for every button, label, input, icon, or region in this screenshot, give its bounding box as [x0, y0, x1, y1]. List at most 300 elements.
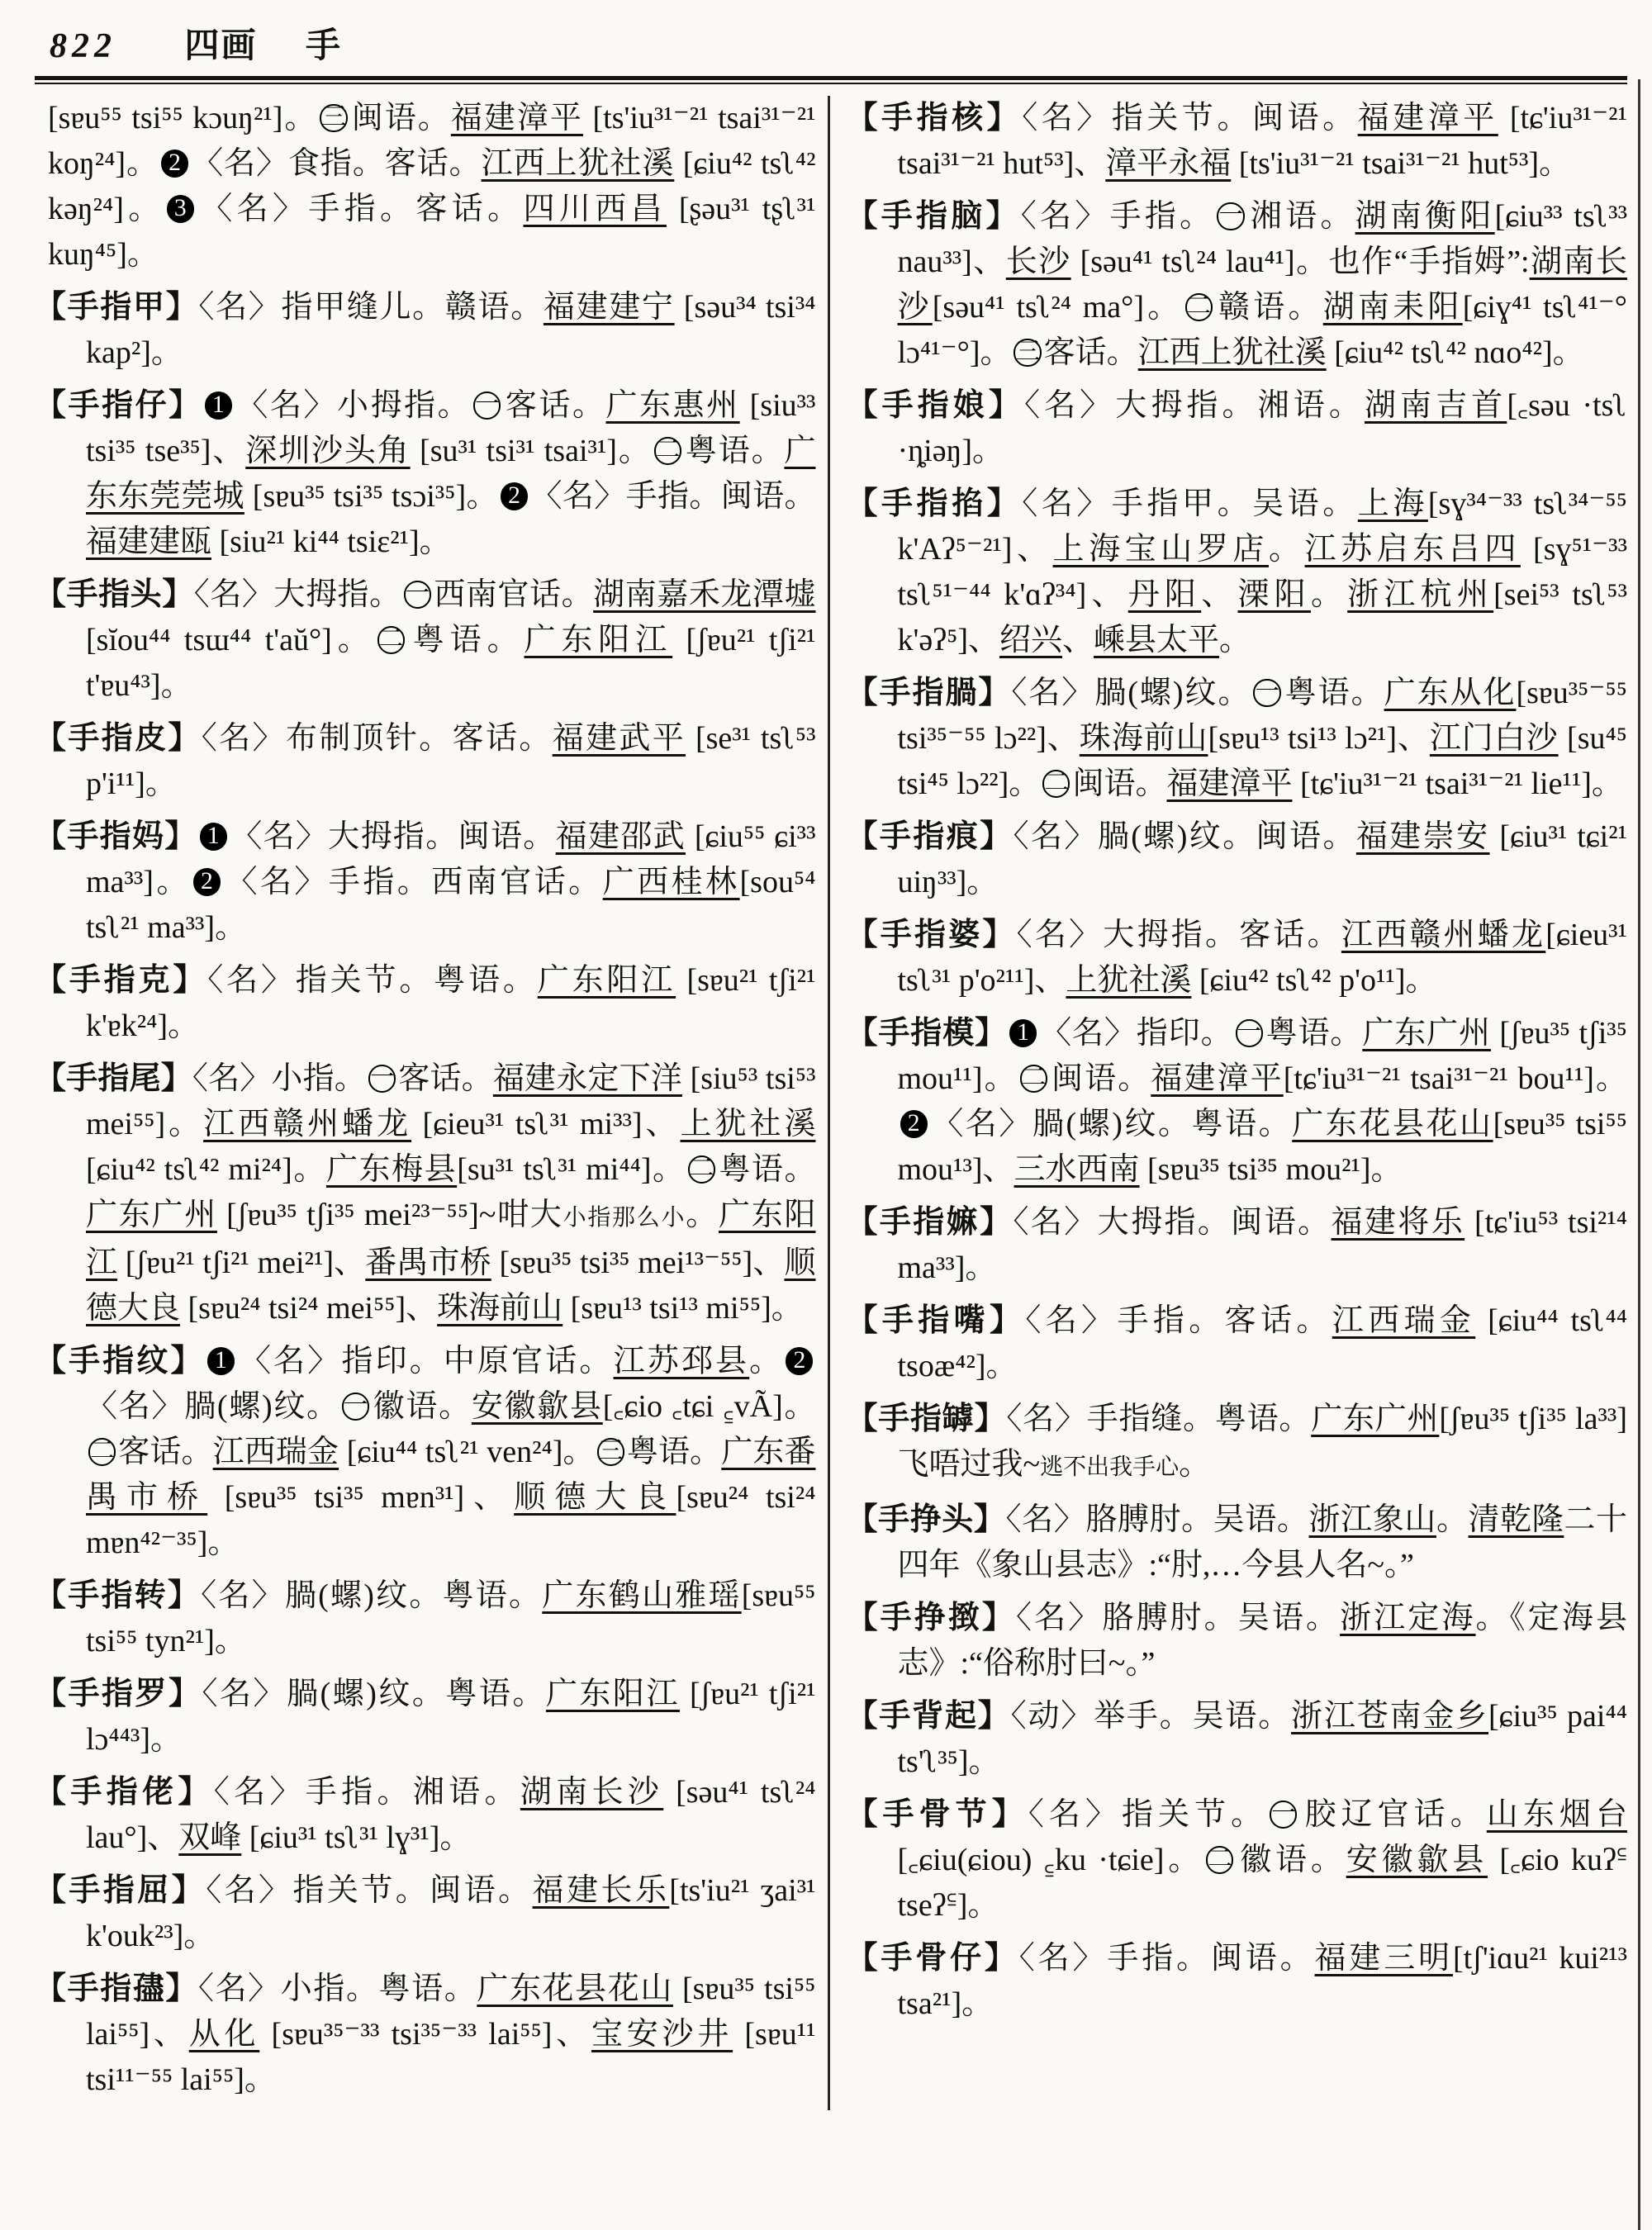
gloss-text: 逃不出我手心 [1040, 1454, 1180, 1480]
entry-text: [sɐu³⁵⁻³³ tsi³⁵⁻³³ lai⁵⁵]、 [259, 2017, 591, 2052]
entry-text: [꜀ɕiu(ɕiou) ꜁ku ·tɕie]。 [897, 1843, 1204, 1877]
entry-text: 〈名〉手指。西南官话。 [223, 865, 603, 899]
dictionary-entry [35, 1056, 816, 1331]
dictionary-entry [847, 1011, 1628, 1193]
entry-text: [ɕiɣ⁴¹ tsʅ⁴¹⁻° lɔ⁴¹⁻°]。 [897, 290, 1627, 370]
place-name: 湖南嘉禾龙潭墟 [593, 577, 816, 612]
place-name: 广东东莞莞城 [86, 434, 816, 514]
entry-text: [sɐu³⁵ tsi³⁵ mɐn³¹]、 [207, 1480, 515, 1515]
entry-text: 胶辽官话。 [1299, 1797, 1487, 1832]
entry-text: 〈名〉大拇指。闽语。 [229, 819, 556, 854]
entry-text: 闽语。 [1072, 766, 1167, 801]
entry-text: 〈名〉手指。 [1020, 199, 1215, 234]
place-name: 湖南吉首 [1364, 388, 1507, 423]
dictionary-entry [35, 1967, 816, 2103]
entry-text: [ʃɐu²¹ tʃi²¹ lɔ⁴⁴³]。 [86, 1677, 816, 1757]
entry-text: 客话。 [503, 388, 606, 423]
dictionary-entry [847, 482, 1628, 663]
place-name: 四川西昌 [523, 192, 667, 226]
entry-text: [sou⁵⁴ tsʅ²¹ ma³³]。 [86, 865, 816, 945]
dictionary-entry [847, 1792, 1628, 1929]
place-name: 福建武平 [552, 721, 686, 756]
left-column [35, 96, 828, 2110]
entry-text: [sɐu²¹ tʃi²¹ k'ɐk²⁴]。 [86, 963, 816, 1043]
header-rule [35, 76, 1627, 84]
entry-text: [sei⁵³ tsʅ⁵³ k'əʔ⁵]、 [897, 577, 1627, 657]
place-name: 江西赣州蟠龙 [203, 1107, 412, 1141]
entry-text: 粤语。 [1265, 1016, 1363, 1051]
place-name: 湖南长沙 [520, 1775, 664, 1810]
entry-text: 、 [1201, 577, 1238, 612]
headword: 【手指纹】 [35, 1344, 205, 1378]
place-name: 三水西南 [1014, 1152, 1140, 1187]
dictionary-entry [847, 96, 1628, 187]
place-name: 江西赣州蟠龙 [1341, 918, 1546, 952]
subsense-number-icon: 二 [1186, 293, 1212, 320]
entry-text: 西南官话。 [433, 577, 594, 612]
entry-text: 〈名〉手指甲。吴语。 [1022, 486, 1358, 521]
sense-number-icon: 1 [207, 1347, 235, 1374]
entry-text: 粤语。 [1283, 676, 1384, 710]
place-name: 安徽歙县 [471, 1389, 603, 1424]
page-header [35, 15, 1627, 76]
place-name: 山东烟台 [1486, 1797, 1627, 1832]
entry-text: [sɐu³⁵ tsi³⁵ mou²¹]。 [1139, 1152, 1403, 1187]
entry-text: 〈名〉指关节。闽语。 [206, 1873, 533, 1908]
entry-text: 〈名〉手指缝。粤语。 [1006, 1402, 1312, 1436]
entry-text: 赣语。 [1214, 290, 1323, 325]
entry-text: 〈名〉腡(螺)纹。闽语。 [1013, 819, 1356, 854]
entry-text: [tɕ'iu³¹⁻²¹ tsai³¹⁻²¹ bou¹¹]。 [1283, 1061, 1627, 1096]
entry-text: 〈名〉小指。 [192, 1061, 366, 1096]
entry-text: [səu³⁴ tsi³⁴ kap²]。 [86, 290, 816, 370]
place-name: 广东花县花山 [477, 1971, 673, 2006]
entry-text: 粤语。 [406, 623, 525, 657]
entry-text: [꜀ɕio kuʔ꜃ tseʔ꜃]。 [897, 1843, 1627, 1923]
entry-text: [ɕiu⁴⁴ tsʅ²¹ ven²⁴]。 [339, 1435, 595, 1469]
headword: 【手指孻】 [35, 1971, 198, 2006]
entry-text: 〈名〉指甲缝儿。赣语。 [198, 290, 544, 325]
place-name: 江苏启东吕四 [1304, 532, 1521, 567]
subsense-number-icon: 一 [1255, 679, 1280, 706]
sense-number-icon: 2 [786, 1347, 813, 1374]
place-name: 福建漳平 [450, 101, 583, 135]
entry-text: 。 [749, 1344, 784, 1378]
entry-text: 〈名〉小拇指。 [234, 388, 472, 423]
sense-number-icon: 2 [501, 482, 528, 510]
entry-text: [ɕiu³³ tsʅ³³ nau³³]、 [897, 199, 1627, 279]
headword: 【手指婆】 [846, 918, 1017, 952]
sense-number-icon: 2 [193, 868, 221, 895]
entry-text: [ɕiu⁴² tsʅ⁴² kəŋ²⁴]。 [48, 146, 816, 226]
entry-text: [ʃɐu²¹ tʃi²¹ mei²¹]、 [117, 1245, 366, 1280]
entry-text: 〈名〉腡(螺)纹。粤语。 [929, 1107, 1293, 1141]
entry-text: 〈动〉举手。吴语。 [1010, 1699, 1292, 1734]
entry-text: [sɐu⁵⁵ tsi⁵⁵ tyn²¹]。 [86, 1578, 816, 1658]
place-name: 福建建瓯 [86, 524, 212, 559]
dictionary-entry [847, 383, 1628, 474]
entry-text: [sɐu³⁵ tsi⁵⁵ lai⁵⁵]、 [86, 1971, 816, 2052]
dictionary-entry [847, 1936, 1628, 2027]
entry-text: [tɕ'iu⁵³ tsi²¹⁴ ma³³]。 [897, 1205, 1627, 1285]
entry-text: [sɣ⁵¹⁻³³ tsʅ⁵¹⁻⁴⁴ k'ɑʔ³⁴]、 [897, 532, 1627, 612]
subsense-number-icon: 二 [90, 1438, 115, 1465]
dictionary-entry [847, 671, 1628, 807]
entry-text: [ɕieu³¹ tsʅ³¹ p'o²¹¹]、 [897, 918, 1627, 998]
headword: 【手骨仔】 [846, 1941, 1019, 1976]
entry-text: [꜀səu ·tsʅ ·ȵiəŋ]。 [897, 388, 1627, 468]
entry-text: 〈名〉腡(螺)纹。粤语。 [202, 1677, 546, 1711]
subsense-number-icon: 一 [369, 1065, 395, 1092]
entry-text: [tɕ'iu³¹⁻²¹ tsai³¹⁻²¹ lie¹¹]。 [1292, 766, 1623, 801]
entry-text: 〈名〉胳膊肘。吴语。 [1005, 1502, 1309, 1537]
dictionary-entry [35, 958, 816, 1049]
place-name: 广东阳江 [524, 623, 673, 657]
headword: 【手指痕】 [846, 819, 1014, 854]
place-name: 溧阳 [1237, 577, 1311, 612]
entry-text: 〈名〉大拇指。 [193, 577, 401, 612]
headword: 【手指转】 [35, 1578, 202, 1613]
headword: 【手指尾】 [35, 1061, 192, 1096]
entry-text: [ɕiu⁵⁵ ɕi³³ ma³³]。 [86, 819, 816, 899]
entry-text: [tɕ'iu³¹⁻²¹ tsai³¹⁻²¹ hut⁵³]、 [897, 101, 1627, 181]
place-name: 深圳沙头角 [245, 434, 411, 468]
dictionary-entry [35, 814, 816, 951]
right-column [830, 96, 1628, 2110]
headword: 【手指皮】 [35, 721, 202, 756]
entry-text: 闽语。 [1049, 1061, 1151, 1096]
subsense-number-icon: 二 [1021, 1065, 1047, 1092]
subsense-number-icon: 二 [378, 626, 404, 653]
entry-text: 〈名〉胳膊肘。吴语。 [1016, 1601, 1341, 1635]
entry-text: 二十四年《象山县志》:“肘,…今县人名~。” [897, 1502, 1627, 1582]
entry-text: 。 [1436, 1502, 1469, 1537]
dictionary-entry [847, 913, 1628, 1004]
entry-text: [ɕiu⁴² tsʅ⁴² p'o¹¹]。 [1191, 963, 1437, 998]
place-name: 番禺市桥 [365, 1245, 491, 1280]
place-name: 江苏邳县 [613, 1344, 750, 1378]
place-name: 广东阳江 [537, 963, 676, 998]
entry-text: [sĭou⁴⁴ tsɯ⁴⁴ t'aŭ°]。 [86, 623, 375, 657]
dictionary-entry [847, 1397, 1628, 1490]
place-name: 江西上犹社溪 [1137, 335, 1327, 370]
dictionary-entry [35, 285, 816, 376]
entry-text: 〈名〉大拇指。客话。 [1016, 918, 1341, 952]
entry-text: 闽语。 [349, 101, 451, 135]
headword: 【手挣头】 [846, 1502, 1006, 1537]
entry-text: [ɕiu⁴⁴ tsʅ⁴⁴ tsoæ⁴²]。 [897, 1303, 1627, 1383]
entry-text: 客话。 [1043, 335, 1138, 370]
place-name: 福建漳平 [1357, 101, 1498, 135]
entry-text: [sɐu²⁴ tsi²⁴ mei⁵⁵]、 [180, 1291, 438, 1326]
entry-text: [səu⁴¹ tsʅ²⁴ lau⁴¹]。也作“手指姆”: [1070, 244, 1530, 279]
gloss-text: 小指那么小 [563, 1205, 686, 1231]
place-name: 湖南长沙 [897, 244, 1627, 325]
entry-text: 湘语。 [1246, 199, 1355, 234]
subsense-number-icon: 二 [1044, 770, 1069, 797]
entry-text: 、 [1062, 623, 1094, 657]
entry-text: [ɕiu⁴² tsʅ⁴² mi²⁴]。 [86, 1152, 326, 1187]
place-name: 福建三明 [1314, 1941, 1453, 1976]
entry-text: [ɕiu³¹ tsʅ³¹ lɣ³¹]。 [241, 1820, 472, 1855]
entry-text: [siu³³ tsi³⁵ tse³⁵]、 [86, 388, 816, 468]
place-name: 上海 [1357, 486, 1428, 521]
subsense-number-icon: 二 [1208, 1846, 1232, 1873]
entry-text: [ʃɐu³⁵ tʃi³⁵ mou¹¹]。 [897, 1016, 1627, 1096]
entry-text: 〈名〉指印。 [1039, 1016, 1233, 1051]
place-name: 宝安沙井 [591, 2017, 733, 2052]
entry-text: [səu⁴¹ tsʅ²⁴ lau°]、 [86, 1775, 816, 1855]
headword: 【手背起】 [846, 1699, 1011, 1734]
entry-text: [꜀ɕio ꜀tɕi ꜁vÃ]。 [602, 1389, 816, 1424]
entry-text: 。《定海县志》:“俗称肘曰~。” [897, 1601, 1627, 1681]
entry-text: 。 [686, 1198, 719, 1232]
dictionary-entry [847, 1298, 1628, 1389]
entry-text: [sɣ³⁴⁻³³ tsʅ³⁴⁻⁵⁵ k'Aʔ⁵⁻²¹]、 [897, 486, 1627, 567]
place-name: 广东广州 [1311, 1402, 1440, 1436]
headword: 【手骨节】 [846, 1797, 1028, 1832]
place-name: 上犹社溪 [680, 1107, 816, 1141]
headword: 【手指模】 [846, 1016, 1008, 1051]
headword: 【手指佬】 [35, 1775, 214, 1810]
entry-text: [sɐu³⁵ tsi⁵⁵ mou¹³]、 [897, 1107, 1627, 1187]
place-name: 江西上犹社溪 [481, 146, 675, 181]
entry-text: [ɕiu³⁵ pai⁴⁴ ts'ʅ³⁵]。 [897, 1699, 1627, 1779]
entry-text: [səu⁴¹ tsʅ²⁴ ma°]。 [932, 290, 1183, 325]
place-name: 广东鹤山雅瑶 [542, 1578, 742, 1613]
continued-entry [35, 96, 816, 278]
place-name: 广东广州 [86, 1198, 217, 1232]
entry-text: 〈名〉指关节。闽语。 [1022, 101, 1358, 135]
place-name: 广东花县花山 [1292, 1107, 1493, 1141]
entry-text: 〈名〉手指。客话。 [196, 192, 524, 226]
entry-text: 徽语。 [1236, 1843, 1346, 1877]
entry-text: [sɐu¹¹ tsi¹¹⁻⁵⁵ lai⁵⁵]。 [86, 2017, 816, 2097]
place-name: 顺德大良 [514, 1480, 676, 1515]
entry-text: 徽语。 [371, 1389, 472, 1424]
dictionary-entry [35, 716, 816, 807]
headword: 【手指甲】 [35, 290, 199, 325]
sense-number-icon: 2 [900, 1110, 928, 1137]
headword: 【手挣㨖】 [846, 1601, 1017, 1635]
entry-text: 客话。 [118, 1435, 213, 1469]
dictionary-entry [35, 1672, 816, 1763]
subsense-number-icon: 一 [405, 581, 430, 608]
entry-text: 粤语。 [683, 434, 785, 468]
place-name: 福建崇安 [1355, 819, 1490, 854]
entry-text: 〈名〉手指。客话。 [1025, 1303, 1332, 1338]
place-name: 福建漳平 [1166, 766, 1293, 801]
headword: 【手指罅】 [846, 1402, 1007, 1436]
entry-text: 〈名〉手指。湘语。 [213, 1775, 520, 1810]
entry-text: [ʃɐu²¹ tʃi²¹ t'ɐu⁴³]。 [86, 623, 816, 703]
place-name: 广东梅县 [325, 1152, 458, 1187]
entry-text: 〈名〉腡(螺)纹。 [86, 1389, 339, 1424]
subsense-number-icon: 三 [321, 104, 347, 131]
place-name: 福建漳平 [1151, 1061, 1284, 1096]
subsense-number-icon: 一 [1271, 1801, 1296, 1828]
page-number: 822 [50, 27, 116, 65]
entry-text: 〈名〉大拇指。湘语。 [1023, 388, 1365, 423]
dictionary-entry [847, 1694, 1628, 1785]
entry-text: 〈名〉小指。粤语。 [197, 1971, 477, 2006]
place-name: 浙江苍南金乡 [1291, 1699, 1488, 1734]
entry-text: [siu⁵³ tsi⁵³ mei⁵⁵]。 [86, 1061, 816, 1141]
entry-text: 〈名〉腡(螺)纹。粤语。 [201, 1578, 543, 1613]
dictionary-entry [35, 572, 816, 709]
place-name: 福建邵武 [555, 819, 686, 854]
entry-text: [ts'iu³¹⁻²¹ tsai³¹⁻²¹ hut⁵³]。 [1231, 146, 1571, 181]
entry-text: 〈名〉指印。中原官话。 [236, 1344, 614, 1378]
place-name: 浙江象山 [1308, 1502, 1436, 1537]
place-name: 绍兴 [999, 623, 1062, 657]
sense-number-icon: 1 [1009, 1019, 1037, 1046]
headword: 【手指嫲】 [846, 1205, 1014, 1240]
headword: 【手指仔】 [35, 388, 202, 423]
headword: 【手指核】 [846, 101, 1023, 135]
place-name: 丹阳 [1127, 577, 1202, 612]
place-name: 广东阳江 [545, 1677, 680, 1711]
place-name: 从化 [188, 2017, 260, 2052]
entry-text: [se³¹ tsʅ⁵³ p'i¹¹]。 [86, 721, 816, 801]
place-name: 广东惠州 [605, 388, 740, 423]
entry-text: [ɕieu³¹ tsʅ³¹ mi³³]、 [411, 1107, 681, 1141]
radical-label: 手 [306, 27, 343, 65]
subsense-number-icon: 二 [689, 1155, 714, 1183]
sense-number-icon: 3 [167, 195, 194, 222]
sense-number-icon: 2 [161, 149, 188, 177]
entry-text: 〈名〉腡(螺)纹。 [1011, 676, 1251, 710]
sense-number-icon: 1 [200, 823, 227, 850]
place-name: 顺德大良 [86, 1245, 816, 1326]
subsense-number-icon: 一 [1237, 1019, 1262, 1046]
entry-text: [sɐu³⁵ tsi³⁵ mei¹³⁻⁵⁵]、 [491, 1245, 785, 1280]
place-name: 珠海前山 [437, 1291, 563, 1326]
entry-text: 。 [1179, 1447, 1211, 1482]
dictionary-entry [35, 1573, 816, 1664]
place-name: 清乾隆 [1468, 1502, 1564, 1537]
entry-text: 〈名〉指关节。粤语。 [207, 963, 538, 998]
dictionary-entry [35, 1868, 816, 1959]
entry-text: 。 [1219, 623, 1251, 657]
headword: 【手指脑】 [846, 199, 1021, 234]
entry-text: 粤语。 [717, 1152, 816, 1187]
place-name: 湖南耒阳 [1322, 290, 1463, 325]
place-name: 福建永定下洋 [492, 1061, 682, 1096]
entry-text: [ʂəu³¹ tʂʅ³¹ kuŋ⁴⁵]。 [48, 192, 816, 272]
sense-number-icon: 1 [205, 391, 232, 419]
headword: 【手指克】 [35, 963, 208, 998]
entry-text: [ʃɐu³⁵ tʃi³⁵ la³³] 飞唔过我~ [897, 1402, 1627, 1482]
entry-text: 〈名〉指关节。 [1028, 1797, 1268, 1832]
entry-text: [su³¹ tsi³¹ tsai³¹]。 [410, 434, 652, 468]
headword: 【手指娘】 [846, 388, 1024, 423]
place-name: 广东广州 [1362, 1016, 1491, 1051]
page-body [35, 96, 1627, 2110]
place-name: 上海宝山罗店 [1052, 532, 1269, 567]
entry-text: 。 [1310, 577, 1348, 612]
headword: 【手指掐】 [846, 486, 1023, 521]
subsense-number-icon: 三 [598, 1438, 624, 1465]
headword: 【手指嘴】 [846, 1303, 1026, 1338]
entry-text: [tʃ'iɑu²¹ kui²¹³ tsa²¹]。 [897, 1941, 1627, 2021]
place-name: 福建长乐 [532, 1873, 670, 1908]
place-name: 珠海前山 [1079, 721, 1208, 756]
headword: 【手指妈】 [35, 819, 197, 854]
entry-text: [sɐu²⁴ tsi²⁴ mɐn⁴²⁻³⁵]。 [86, 1480, 816, 1560]
entry-text: [sɐu³⁵⁻⁵⁵ tsi³⁵⁻⁵⁵ lɔ²²]、 [897, 676, 1627, 756]
entry-text: [sɐu³⁵ tsi³⁵ tsɔi³⁵]。 [244, 479, 498, 514]
place-name: 湖南衡阳 [1355, 199, 1495, 234]
subsense-number-icon: 三 [1015, 339, 1041, 366]
entry-text: 粤语。 [626, 1435, 722, 1469]
entry-text: 〈名〉手指。闽语。 [1018, 1941, 1315, 1976]
place-name: 漳平永福 [1105, 146, 1232, 181]
headword: 【手指罗】 [35, 1677, 202, 1711]
subsense-number-icon: 一 [1218, 202, 1243, 230]
headword: 【手指屈】 [35, 1873, 206, 1908]
place-name: 浙江定海 [1340, 1601, 1476, 1635]
subsense-number-icon: 二 [655, 437, 681, 464]
dictionary-entry [35, 383, 816, 565]
headword: 【手指头】 [35, 577, 194, 612]
entry-text: 。 [1268, 532, 1305, 567]
dictionary-entry [847, 814, 1628, 905]
stroke-section-label: 四画 [184, 27, 258, 65]
entry-text: [sɐu¹³ tsi¹³ mi⁵⁵]。 [563, 1291, 803, 1326]
place-name: 福建建宁 [543, 290, 675, 325]
place-name: 广东阳江 [86, 1198, 816, 1280]
subsense-number-icon: 一 [475, 391, 500, 419]
entry-text: [sɐu¹³ tsi¹³ lɔ²¹]、 [1208, 721, 1430, 756]
place-name: 嵊县太平 [1094, 623, 1220, 657]
place-name: 江门白沙 [1429, 721, 1559, 756]
page-edge-line [1638, 79, 1640, 2230]
entry-text: [ʃɐu³⁵ tʃi³⁵ mei²³⁻⁵⁵]~咁大 [216, 1198, 563, 1232]
entry-text: [siu²¹ ki⁴⁴ tsiɛ²¹]。 [211, 524, 451, 559]
entry-text: [ts'iu²¹ ʒai³¹ k'ouk²³]。 [86, 1873, 816, 1953]
headword: 【手指腡】 [846, 676, 1012, 710]
entry-text: 〈名〉大拇指。闽语。 [1013, 1205, 1332, 1240]
place-name: 江西瑞金 [212, 1435, 339, 1469]
dictionary-entry [847, 194, 1628, 376]
place-name: 安徽歙县 [1346, 1843, 1488, 1877]
place-name: 上犹社溪 [1066, 963, 1192, 998]
entry-text: 〈名〉食指。客话。 [191, 146, 482, 181]
entry-text: [ɕiu³¹ tɕi²¹ uiŋ³³]。 [897, 819, 1627, 899]
entry-text: 〈名〉手指。闽语。 [530, 479, 816, 514]
place-name: 长沙 [1005, 244, 1071, 279]
dictionary-entry [35, 1770, 816, 1861]
entry-text: [su⁴⁵ tsi⁴⁵ lɔ²²]。 [897, 721, 1627, 801]
entry-text: 〈名〉布制顶针。客话。 [201, 721, 553, 756]
place-name: 广西桂林 [602, 865, 740, 899]
place-name: 广东番禺市桥 [86, 1435, 816, 1515]
entry-text: 客话。 [398, 1061, 493, 1096]
place-name: 福建将乐 [1331, 1205, 1465, 1240]
place-name: 广东从化 [1384, 676, 1517, 710]
subsense-number-icon: 一 [343, 1393, 368, 1420]
dictionary-entry [847, 1497, 1628, 1588]
entry-text: [ɕiu⁴² tsʅ⁴² nɑo⁴²]。 [1326, 335, 1584, 370]
entry-text: [ts'iu³¹⁻²¹ tsai³¹⁻²¹ koŋ²⁴]。 [48, 101, 816, 181]
place-name: 浙江杭州 [1347, 577, 1494, 612]
place-name: 江西瑞金 [1332, 1303, 1476, 1338]
place-name: 双峰 [178, 1820, 242, 1855]
entry-text: [su³¹ tsʅ³¹ mi⁴⁴]。 [457, 1152, 686, 1187]
dictionary-entry [847, 1200, 1628, 1291]
dictionary-entry [847, 1596, 1628, 1687]
